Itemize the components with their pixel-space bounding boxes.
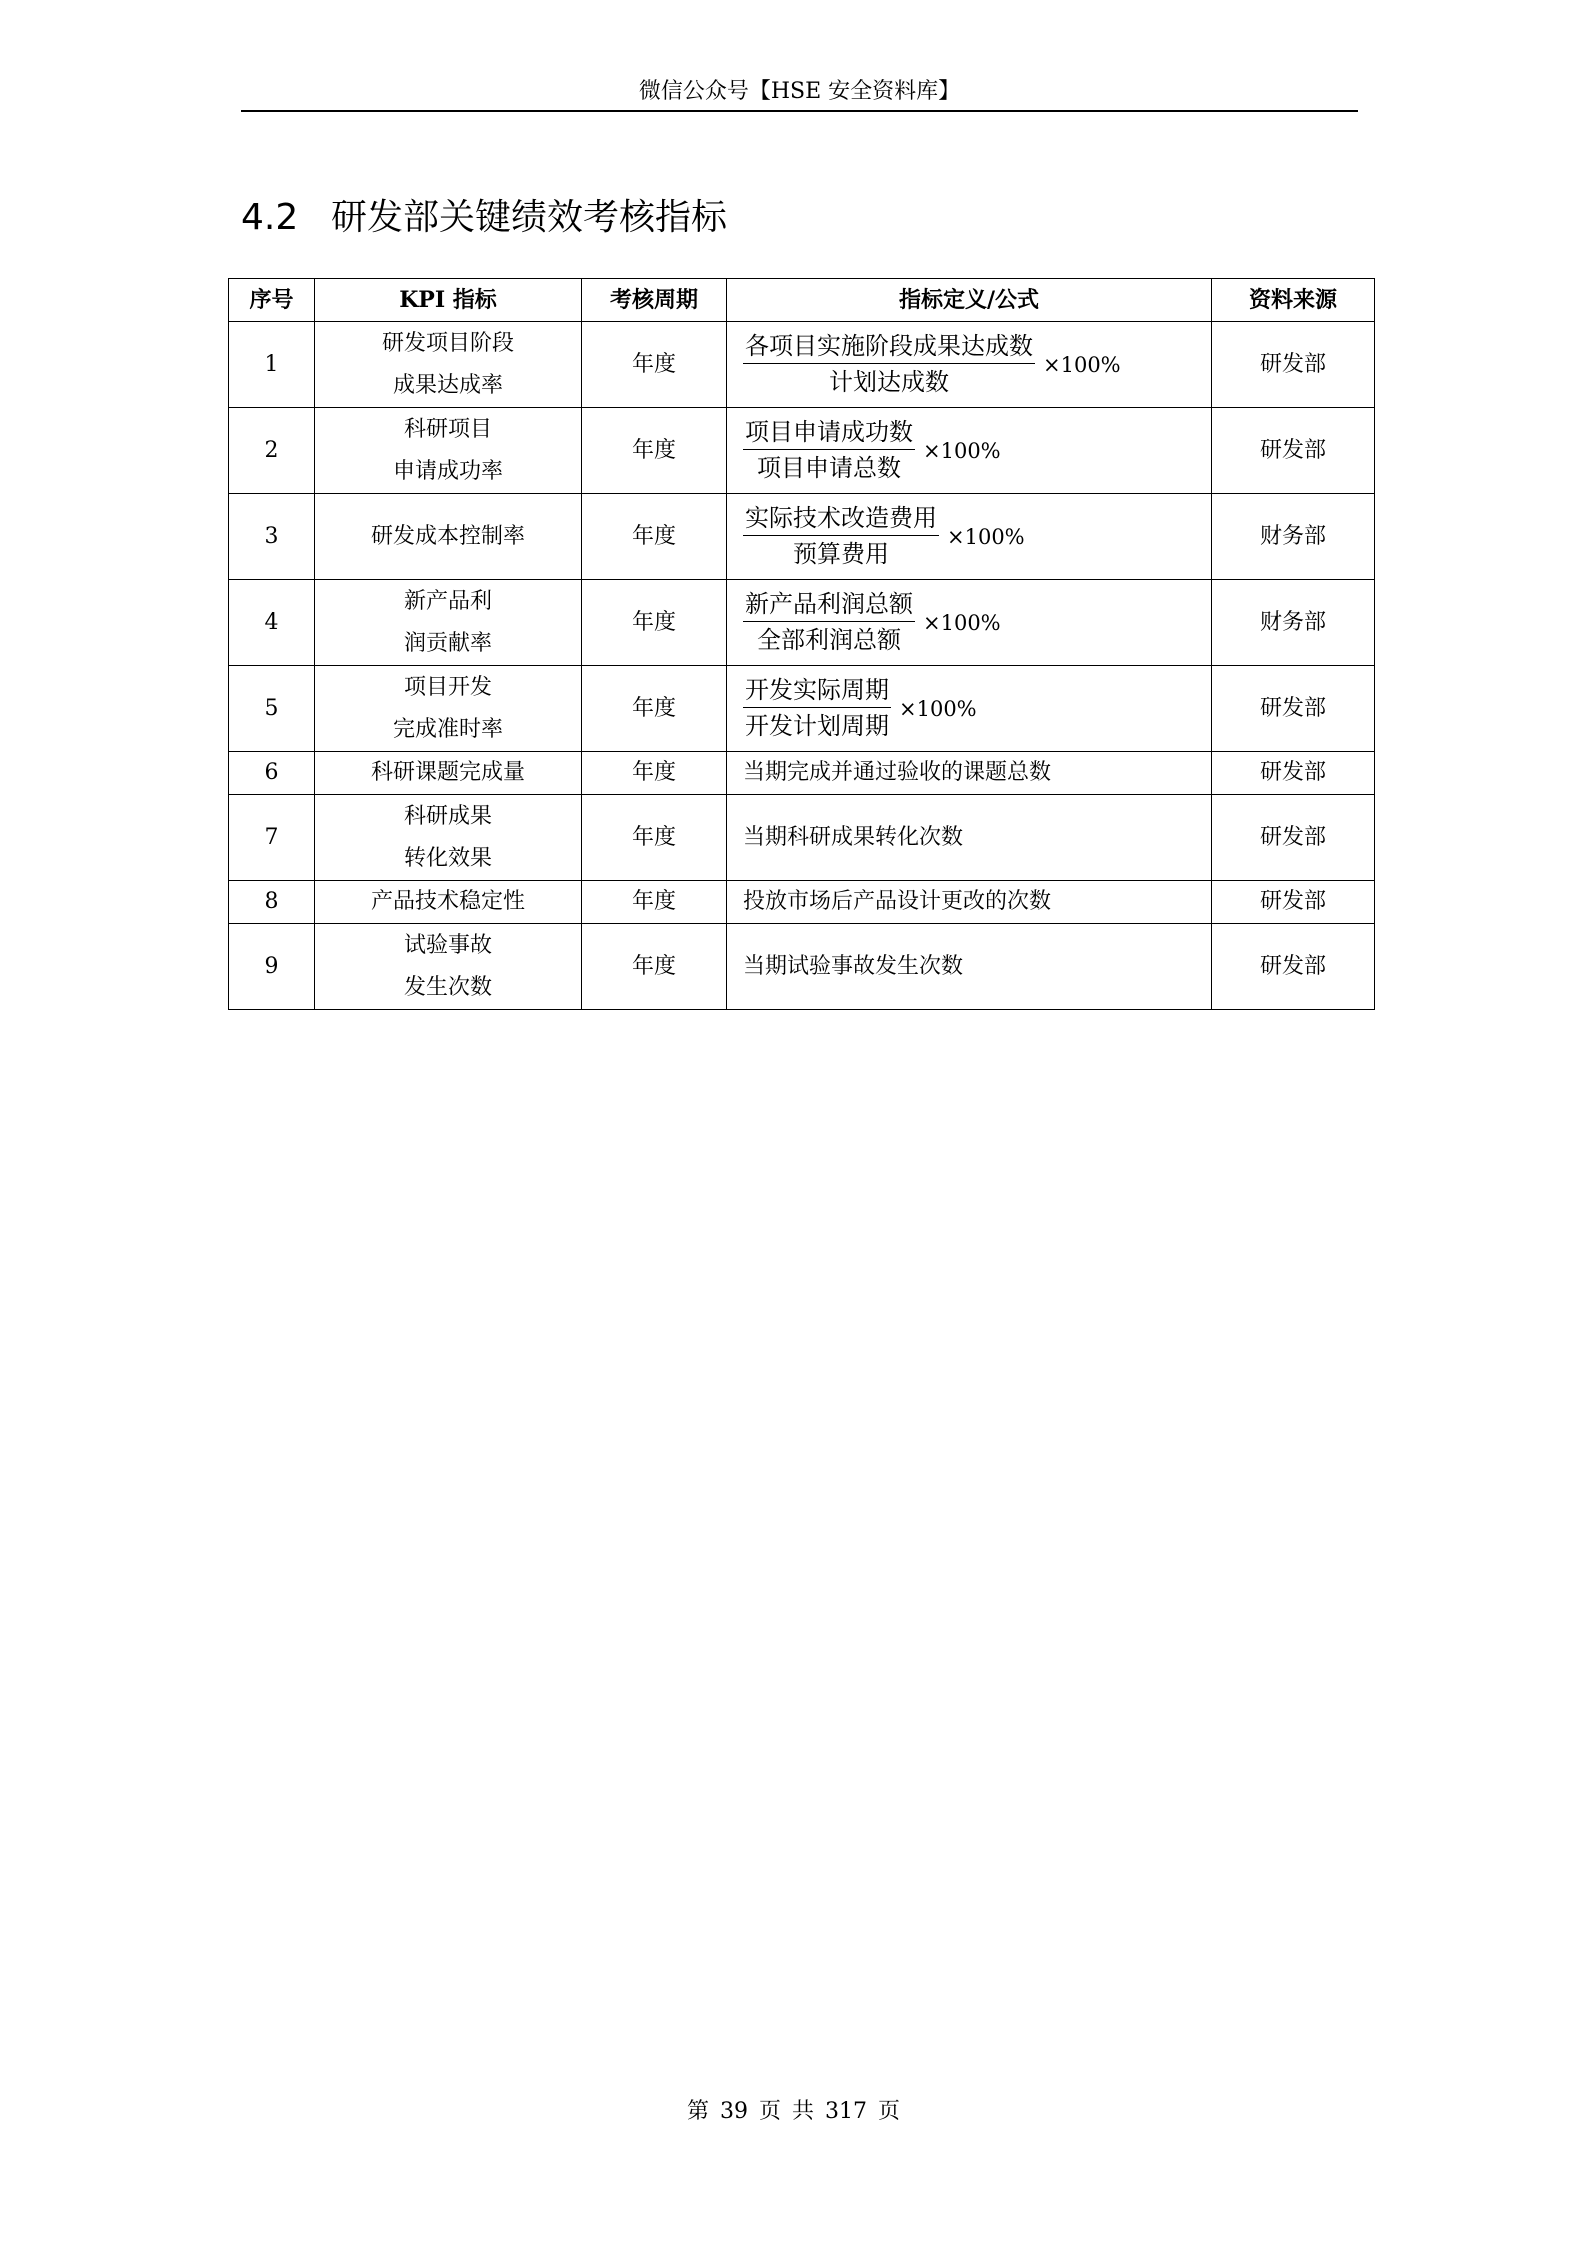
table-row [229,752,1375,795]
data-source: 研发部 [1212,322,1375,408]
fraction [743,415,915,486]
formula [743,329,1121,400]
kpi-name [315,666,582,752]
header-divider [241,110,1358,112]
table-row [229,881,1375,924]
row-number: 6 [229,752,315,795]
table-row [229,494,1375,580]
formula-multiplier: ×100% [1043,352,1121,377]
kpi-name-line: 新产品利 [403,588,492,614]
formula-numerator: 开发实际周期 [743,673,891,708]
kpi-name [315,795,582,881]
kpi-name-line: 科研课题完成量 [370,760,525,785]
formula-denominator: 项目申请总数 [757,454,901,482]
formula-multiplier: ×100% [923,438,1001,463]
kpi-name [315,322,582,408]
period: 年度 [582,580,727,666]
period: 年度 [582,494,727,580]
period: 年度 [582,666,727,752]
kpi-name [315,580,582,666]
formula-cell [727,666,1212,752]
kpi-name [315,924,582,1010]
table-row [229,322,1375,408]
period: 年度 [582,795,727,881]
kpi-name [315,752,582,795]
period: 年度 [582,752,727,795]
formula-denominator: 预算费用 [793,540,889,568]
data-source: 研发部 [1212,924,1375,1010]
table-header-row [229,279,1375,322]
row-number: 4 [229,580,315,666]
period: 年度 [582,924,727,1010]
column-header-kpi: KPI 指标 [315,279,582,322]
kpi-name-line: 产品技术稳定性 [370,889,525,914]
row-number: 2 [229,408,315,494]
formula-numerator: 项目申请成功数 [743,415,915,450]
definition: 当期完成并通过验收的课题总数 [727,752,1212,795]
table-row [229,580,1375,666]
section-number: 4.2 [241,197,299,238]
formula-denominator: 开发计划周期 [745,712,889,740]
column-header-definition: 指标定义/公式 [727,279,1212,322]
definition: 投放市场后产品设计更改的次数 [727,881,1212,924]
data-source: 研发部 [1212,752,1375,795]
definition: 当期科研成果转化次数 [727,795,1212,881]
page-header: 微信公众号【HSE 安全资料库】 [638,79,961,104]
definition: 当期试验事故发生次数 [727,924,1212,1010]
formula-numerator: 新产品利润总额 [743,587,915,622]
section-title: 研发部关键绩效考核指标 [331,197,728,238]
formula [743,415,1001,486]
formula-denominator: 计划达成数 [829,368,949,396]
row-number: 8 [229,881,315,924]
kpi-name-line: 完成准时率 [392,716,503,742]
kpi-name [315,408,582,494]
kpi-name [315,494,582,580]
row-number: 7 [229,795,315,881]
formula-multiplier: ×100% [899,696,977,721]
column-header-period: 考核周期 [582,279,727,322]
kpi-name-line: 申请成功率 [392,458,503,484]
data-source: 研发部 [1212,408,1375,494]
kpi-name-line: 发生次数 [403,974,492,1000]
kpi-name-line: 转化效果 [403,845,492,871]
page-footer: 第 39 页 共 317 页 [687,2099,900,2124]
table-row [229,924,1375,1010]
kpi-name-line: 润贡献率 [403,630,492,656]
row-number: 5 [229,666,315,752]
row-number: 9 [229,924,315,1010]
kpi-name-line: 科研项目 [403,416,492,442]
formula-cell [727,494,1212,580]
column-header-source: 资料来源 [1212,279,1375,322]
formula [743,501,1025,572]
table-row [229,666,1375,752]
data-source: 研发部 [1212,666,1375,752]
period: 年度 [582,408,727,494]
data-source: 研发部 [1212,795,1375,881]
formula-numerator: 实际技术改造费用 [743,501,939,536]
table-row [229,408,1375,494]
kpi-name-line: 研发项目阶段 [381,330,514,356]
kpi-name-line: 成果达成率 [392,372,503,398]
formula [743,673,977,744]
kpi-table [228,278,1375,1010]
section-heading [241,194,727,242]
formula-numerator: 各项目实施阶段成果达成数 [743,329,1035,364]
fraction [743,501,939,572]
formula-cell [727,580,1212,666]
kpi-name [315,881,582,924]
kpi-name-line: 研发成本控制率 [370,523,525,549]
column-header-no: 序号 [229,279,315,322]
formula-cell [727,322,1212,408]
data-source: 财务部 [1212,494,1375,580]
formula-cell [727,408,1212,494]
row-number: 1 [229,322,315,408]
fraction [743,673,891,744]
table-row [229,795,1375,881]
kpi-name-line: 试验事故 [403,932,492,958]
period: 年度 [582,322,727,408]
kpi-name-line: 科研成果 [403,803,492,829]
data-source: 财务部 [1212,580,1375,666]
fraction [743,329,1035,400]
fraction [743,587,915,658]
formula-multiplier: ×100% [947,524,1025,549]
data-source: 研发部 [1212,881,1375,924]
row-number: 3 [229,494,315,580]
formula-multiplier: ×100% [923,610,1001,635]
kpi-name-line: 项目开发 [403,674,492,700]
formula [743,587,1001,658]
period: 年度 [582,881,727,924]
formula-denominator: 全部利润总额 [757,626,901,654]
